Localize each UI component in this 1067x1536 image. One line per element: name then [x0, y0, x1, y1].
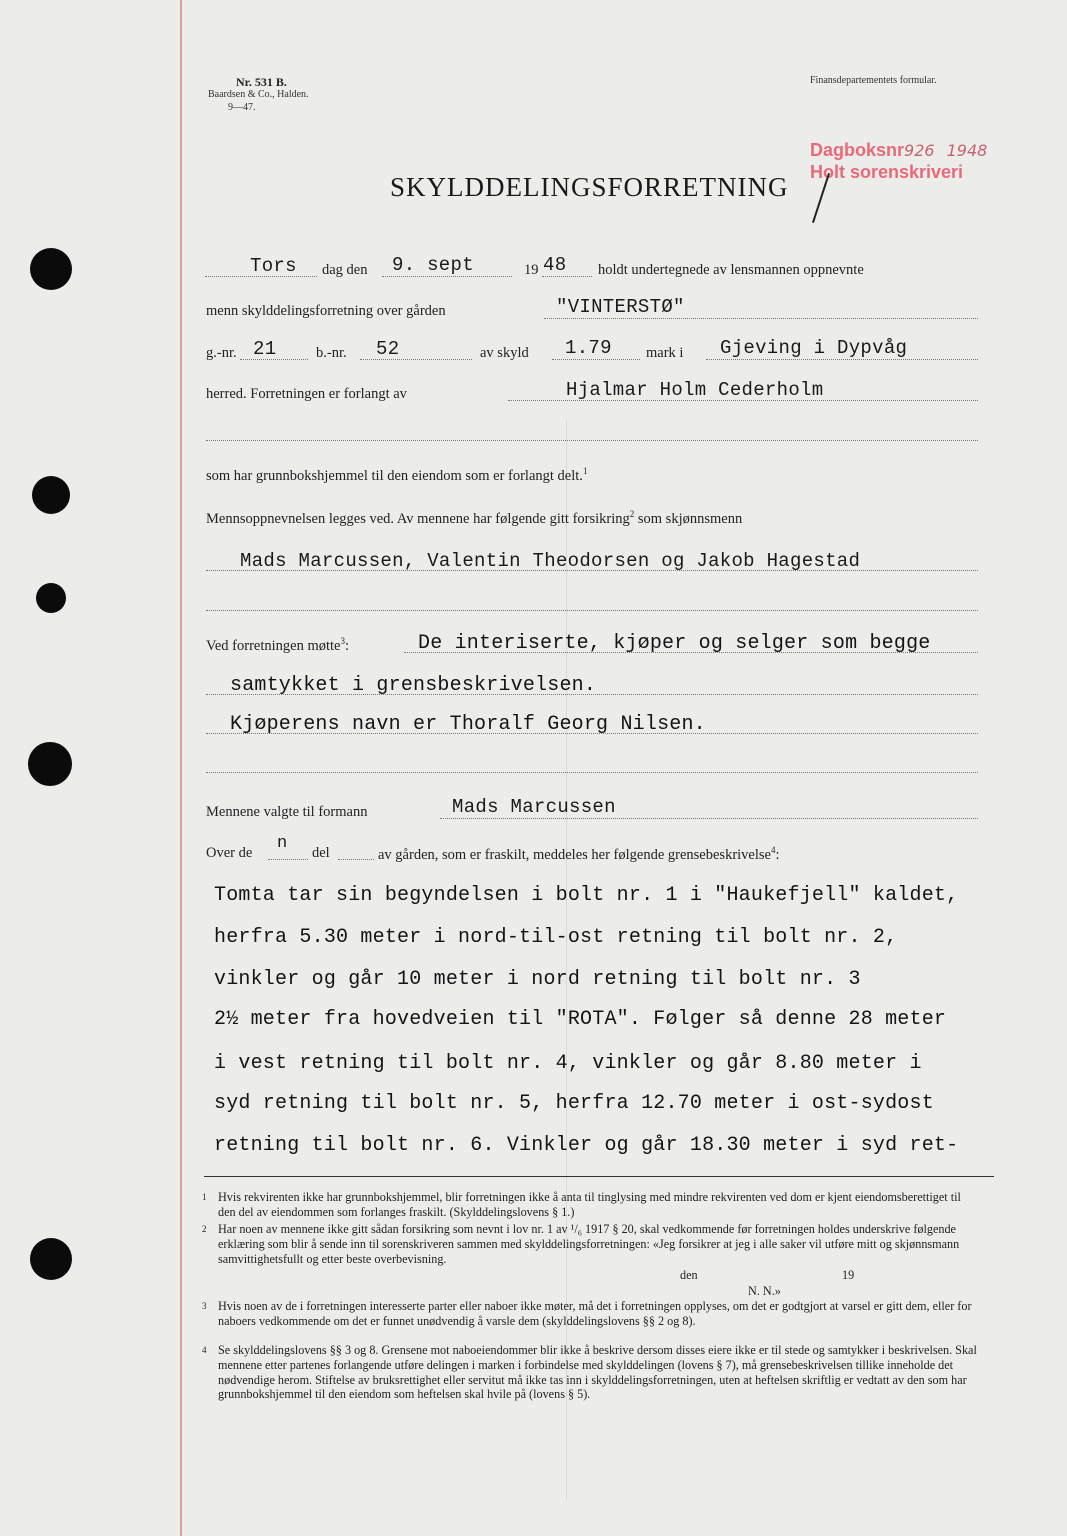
footnote-2-signature: N. N.» — [748, 1284, 781, 1298]
label-formann: Mennene valgte til formann — [206, 804, 368, 820]
label-19: 19 — [524, 262, 539, 278]
boundary-line-3: vinkler og går 10 meter i nord retning til bolt nr. 3 — [214, 968, 861, 991]
binder-hole — [30, 1238, 72, 1280]
label-av-garden: av gården, som er fraskilt, meddeles her følgende grensebeskrivelse$^4$: — [378, 845, 780, 863]
boundary-line-2: herfra 5.30 meter i nord-til-ost retning til bolt nr. 2, — [214, 926, 898, 949]
label-grunnbok: som har grunnbokshjemmel til den eiendom som er forlangt delt.$^1$ — [206, 466, 588, 484]
attendance-line-2: samtykket i grensbeskrivelsen. — [230, 674, 597, 697]
boundary-line-5: i vest retning til bolt nr. 4, vinkler og går 8.80 meter i — [214, 1052, 922, 1075]
attendance-line-1: De interiserte, kjøper og selger som begge — [418, 632, 931, 655]
label-mark-i: mark i — [646, 345, 684, 361]
label-gnr: g.-nr. — [206, 345, 237, 361]
year-value: 48 — [543, 254, 567, 276]
registry-stamp — [810, 140, 987, 161]
label-holdt: holdt undertegnede av lensmannen oppnevnte — [598, 262, 864, 278]
margin-rule — [180, 0, 182, 1536]
label-motte: Ved forretningen møtte$^3$: — [206, 636, 350, 654]
gnr-value: 21 — [253, 338, 277, 360]
farm-name-value: "VINTERSTØ" — [556, 296, 685, 318]
fold-crease — [566, 420, 567, 1500]
stamp-label: Dagboksnr — [810, 140, 905, 160]
appraisers-value: Mads Marcussen, Valentin Theodorsen og Jakob Hagestad — [240, 550, 861, 572]
stamp-office: Holt sorenskriveri — [810, 162, 964, 182]
label-bnr: b.-nr. — [316, 345, 347, 361]
binder-hole — [30, 248, 72, 290]
boundary-line-4: 2½ meter fra hovedveien til "ROTA". Følger så denne 28 meter — [214, 1008, 947, 1031]
label-herred: herred. Forretningen er forlangt av — [206, 386, 407, 402]
footnote-2-den: den — [680, 1268, 698, 1282]
stamp-year: 1948 — [946, 141, 988, 160]
bnr-value: 52 — [376, 338, 400, 360]
stamp-number: 926 — [904, 141, 935, 160]
buyer-name-line: Kjøperens navn er Thoralf Georg Nilsen. — [230, 713, 706, 736]
binder-hole — [32, 476, 70, 514]
requester-value: Hjalmar Holm Cederholm — [566, 379, 824, 401]
binder-hole — [36, 583, 66, 613]
boundary-line-1: Tomta tar sin begyndelsen i bolt nr. 1 i "Haukefjell" kaldet, — [214, 884, 959, 907]
footnote-rule — [204, 1176, 994, 1177]
label-over-de: Over de — [206, 845, 253, 861]
footnote-1: 1 Hvis rekvirenten ikke har grunnbokshjemmel, blir forretningen ikke å anta til tinglysing med mindre rekvirenten ved dom er kjent eiendomsberettiget til den del av eiendommen som forlanges fraskilt. (Skylddelingslovens § 1.) — [202, 1190, 961, 1219]
chairman-value: Mads Marcussen — [452, 796, 616, 818]
footnote-4: 4 Se skylddelingslovens §§ 3 og 8. Grensene mot naboeiendommer blir ikke å beskrive dersom disses eiere ikke er til stede og samtykker i beskrivelsen. Skal mennene etter partenes forlangende utføre delingen i marken i forbindelse med skylddelingen (lovens § 7), må grensebeskrivelsen tillike inneholde det nødvendige herom. Stiftelse av bruksrettighet eller servitut må ikke tas inn i skylddelingsforretningen, uten at heftelsen skriftlig er vedtatt av den som har grunnbokshjemmel til den eiendom som heftelsen skal hvile på (lovens § 5). — [202, 1343, 977, 1402]
day-value: Tors — [250, 255, 297, 277]
printer-name: Baardsen & Co., Halden. — [208, 89, 309, 100]
binder-hole — [28, 742, 72, 786]
over-de-suffix: n — [277, 834, 288, 853]
boundary-line-6: syd retning til bolt nr. 5, herfra 12.70 meter i ost-sydost — [214, 1092, 934, 1115]
date-value: 9. sept — [392, 254, 474, 276]
footnote-3: 3 Hvis noen av de i forretningen interesserte parter eller naboer ikke møter, må det i forretningen opplyses, om det er godtgjort at varsel er gitt dem, eller for naboers vedkommende om det er funnet unødvendig å varsle dem (skylddelingslovens §§ 2 og 8). — [202, 1299, 972, 1328]
edition-date: 9—47. — [228, 102, 256, 113]
label-dag-den: dag den — [322, 262, 368, 278]
ministry-form: Finansdepartementets formular. — [810, 75, 937, 86]
form-number: Nr. 531 B. — [236, 75, 287, 89]
place-value: Gjeving i Dypvåg — [720, 337, 908, 359]
label-menn: menn skylddelingsforretning over gården — [206, 303, 446, 319]
boundary-line-7: retning til bolt nr. 6. Vinkler og går 18.30 meter i syd ret- — [214, 1134, 959, 1157]
footnote-2-19: 19 — [842, 1268, 855, 1282]
skyld-value: 1.79 — [565, 337, 612, 359]
label-av-skyld: av skyld — [480, 345, 529, 361]
label-del: del — [312, 845, 330, 861]
document-title: SKYLDDELINGSFORRETNING — [390, 172, 789, 202]
footnote-2: 2 Har noen av mennene ikke gitt sådan forsikring som nevnt i lov nr. 1 av ¹/₆ 1917 § 20, skal vedkommende før forretningen holdes underskrive følgende erklæring som blir å sende inn til sorenskriveren sammen med skylddelingsforretningen: «Jeg forsikrer at jeg i alle saker vil utføre mitt og skjønnsmann samvittighetsfullt og etter beste overbevisning. — [202, 1222, 960, 1266]
label-mennsoppnevnelsen: Mennsoppnevnelsen legges ved. Av mennene har følgende gitt forsikring$^2$ som skjønnsmenn — [206, 509, 743, 527]
